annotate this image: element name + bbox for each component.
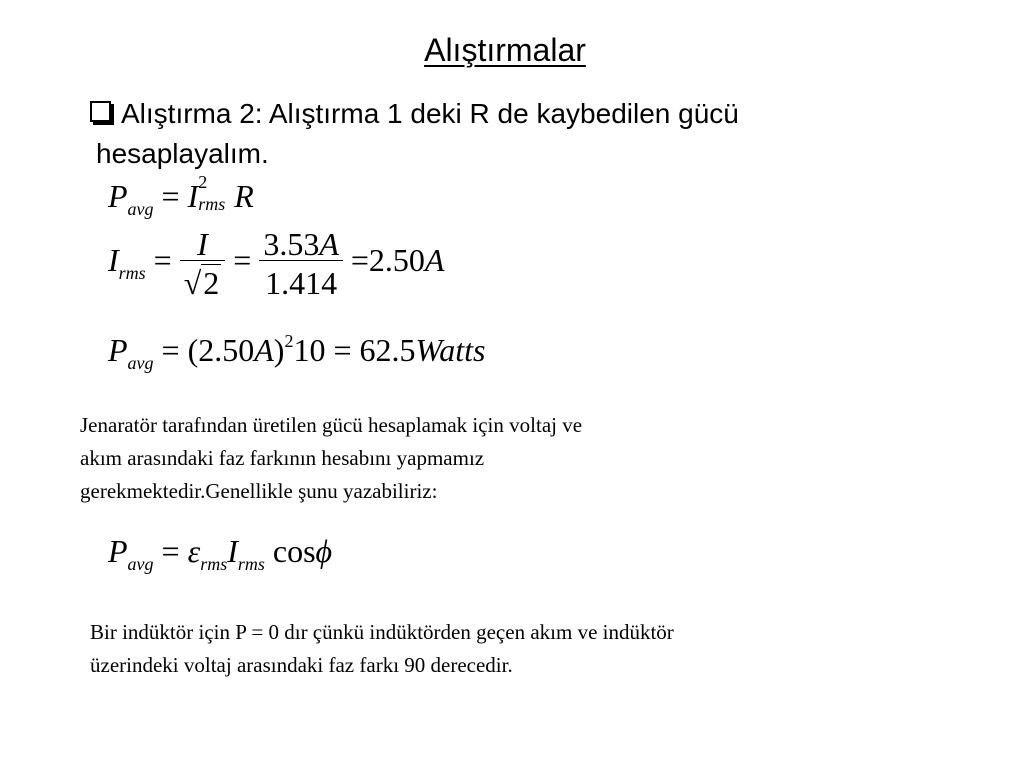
eq3-square: 2 [284, 331, 294, 351]
exercise-text-line1: Alıştırma 2: Alıştırma 1 deki R de kaybedilen gücü [121, 98, 739, 129]
eq2-i: I [108, 241, 119, 278]
eq2-result-value: 2.50 [368, 241, 425, 278]
eq3-unit: A [254, 332, 274, 368]
eq1-avg: avg [127, 199, 154, 219]
eq1-square: 2 [198, 172, 208, 192]
eq3-ten: 10 [293, 332, 326, 368]
eq4-p: P [108, 533, 128, 569]
paragraph1-line: Jenaratör tarafından üretilen gücü hesaplamak için voltaj ve [80, 413, 583, 437]
eq4-epsilon: ε [187, 533, 201, 569]
eq3-result: 62.5 [359, 332, 416, 368]
eq4-rms2: rms [237, 554, 265, 574]
eq3-equals2: = [333, 332, 352, 368]
eq4-cos: cos [272, 533, 316, 569]
paragraph1-line: gerekmektedir.Genellikle şunu yazabiliriz: [80, 479, 438, 503]
equation-irms [108, 228, 444, 299]
eq3-open: (2.50 [187, 332, 255, 368]
eq3-p: P [108, 332, 128, 368]
exercise-bullet [90, 96, 739, 132]
sqrt-icon: √2 [183, 265, 220, 301]
equation-power-general [108, 533, 333, 574]
eq3-close: ) [273, 332, 285, 368]
paragraph1-line: akım arasındaki faz farkının hesabını yapmamız [80, 446, 485, 470]
eq1-rms: rms [198, 194, 226, 214]
eq2-equals3: = [350, 241, 369, 278]
eq4-equals: = [161, 533, 180, 569]
paragraph2-line: Bir indüktör için P = 0 dır çünkü indüktörden geçen akım ve indüktör [90, 620, 674, 644]
exercise-text-line2: hesaplayalım. [96, 138, 269, 169]
paragraph-inductor [90, 616, 674, 682]
eq2-frac1-den [180, 260, 226, 299]
eq1-equals: = [161, 178, 180, 214]
eq4-rms1: rms [200, 554, 228, 574]
eq1-r: R [234, 178, 254, 214]
eq3-avg: avg [127, 353, 154, 373]
eq2-frac2-num-value: 3.53 [263, 226, 320, 262]
eq2-frac2-num-unit: A [319, 226, 339, 262]
eq2-fraction2 [259, 228, 343, 299]
equation-power-result [108, 331, 486, 373]
eq2-fraction1 [180, 228, 226, 299]
eq4-i: I [227, 533, 238, 569]
paragraph-generator-power [80, 409, 582, 508]
eq2-equals2: = [233, 241, 252, 278]
eq1-p: P [108, 178, 128, 214]
paragraph2-line: üzerindeki voltaj arasındaki faz farkı 90 derecedir. [90, 653, 513, 677]
eq4-phi: ϕ [315, 533, 333, 569]
eq2-frac1-num: I [197, 226, 208, 262]
eq1-i: I [187, 178, 199, 214]
eq2-sqrt-value: 2 [203, 265, 220, 301]
eq2-frac2-num [259, 228, 343, 260]
eq2-result-unit: A [424, 241, 445, 278]
eq3-equals1: = [161, 332, 180, 368]
equation-power-avg [108, 172, 254, 219]
eq2-rms: rms [118, 262, 146, 283]
eq2-frac2-den: 1.414 [259, 260, 343, 299]
slide-title: Alıştırmalar [424, 32, 586, 68]
checkbox-bullet-icon [90, 101, 111, 122]
eq4-avg: avg [127, 554, 154, 574]
eq2-equals1: = [153, 241, 172, 278]
eq3-watts: Watts [415, 332, 486, 368]
